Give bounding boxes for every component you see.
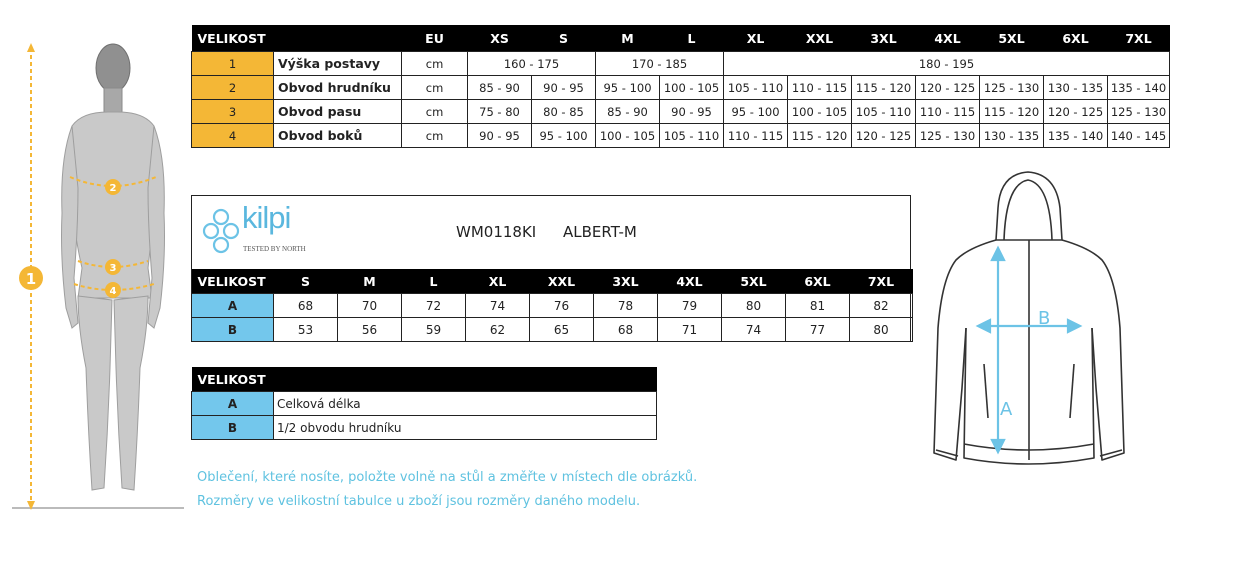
table-cell: 79 (658, 294, 722, 318)
row-unit: cm (402, 124, 468, 148)
jacket-label-b: B (1038, 308, 1051, 329)
table-cell: 74 (466, 294, 530, 318)
table-row (192, 124, 1170, 148)
jacket-illustration (928, 168, 1128, 480)
row-label: Obvod pasu (274, 100, 402, 124)
table-cell: 105 - 110 (852, 100, 916, 124)
table-cell: 85 - 90 (468, 76, 532, 100)
table-cell: 62 (466, 318, 530, 342)
marker-1: 1 (25, 270, 37, 288)
marker-3: 3 (109, 263, 117, 274)
table-cell: 53 (274, 318, 338, 342)
table-cell: 74 (722, 318, 786, 342)
header-velikost: VELIKOST (192, 269, 274, 294)
table-cell: 115 - 120 (788, 124, 852, 148)
row-unit: cm (402, 52, 468, 76)
table-cell: 115 - 120 (852, 76, 916, 100)
header-s: S (532, 25, 596, 52)
table-cell: 80 - 85 (532, 100, 596, 124)
table-row (192, 76, 1170, 100)
kilpi-logo-icon (201, 205, 241, 257)
table-row (192, 294, 913, 318)
table-cell: 110 - 115 (724, 124, 788, 148)
header-size: 5XL (722, 269, 786, 294)
row-index: B (192, 416, 274, 440)
table-cell: 90 - 95 (532, 76, 596, 100)
header-size: 3XL (594, 269, 658, 294)
header-velikost: VELIKOST (192, 25, 402, 52)
row-index: 1 (192, 52, 274, 76)
row-index: A (192, 294, 274, 318)
table-row (192, 392, 657, 416)
table-cell: 75 - 80 (468, 100, 532, 124)
header-7xl: 7XL (1108, 25, 1170, 52)
header-6xl: 6XL (1044, 25, 1108, 52)
table-cell: 95 - 100 (724, 100, 788, 124)
table-cell: 65 (530, 318, 594, 342)
marker-4: 4 (109, 286, 117, 297)
table-cell: 120 - 125 (852, 124, 916, 148)
table-cell: 100 - 105 (788, 100, 852, 124)
marker-2: 2 (109, 183, 117, 194)
kilpi-logo-text: kilpi (242, 200, 291, 235)
table-cell: 135 - 140 (1044, 124, 1108, 148)
table-cell: 68 (274, 294, 338, 318)
table-cell: 80 (850, 318, 913, 342)
product-size-table (191, 269, 913, 342)
table-cell: 125 - 130 (916, 124, 980, 148)
product-code: WM0118KI (456, 223, 537, 241)
table-cell: 120 - 125 (916, 76, 980, 100)
table-cell: 105 - 110 (660, 124, 724, 148)
row-unit: cm (402, 76, 468, 100)
row-index: B (192, 318, 274, 342)
header-xl: XL (724, 25, 788, 52)
row-index: 3 (192, 100, 274, 124)
row-index: A (192, 392, 274, 416)
size-table (191, 25, 1170, 148)
header-size: 7XL (850, 269, 913, 294)
table-cell: 82 (850, 294, 913, 318)
table-cell: 85 - 90 (596, 100, 660, 124)
header-3xl: 3XL (852, 25, 916, 52)
table-cell: 59 (402, 318, 466, 342)
table-cell: 81 (786, 294, 850, 318)
table-cell: 90 - 95 (468, 124, 532, 148)
body-measurement-figure (12, 38, 184, 514)
table-cell: 125 - 130 (1108, 100, 1170, 124)
model-size-note: Rozměry ve velikostní tabulce u zboží jsou rozměry daného modelu. (197, 494, 641, 509)
table-cell: 135 - 140 (1108, 76, 1170, 100)
header-size: XXL (530, 269, 594, 294)
table-cell: 110 - 115 (916, 100, 980, 124)
row-index: 2 (192, 76, 274, 100)
table-cell: 100 - 105 (596, 124, 660, 148)
table-cell: 72 (402, 294, 466, 318)
size-table-header (192, 25, 1170, 52)
legend-header: VELIKOST (192, 367, 657, 392)
row-label: Výška postavy (274, 52, 402, 76)
header-size: S (274, 269, 338, 294)
header-5xl: 5XL (980, 25, 1044, 52)
row-unit: cm (402, 100, 468, 124)
header-xxl: XXL (788, 25, 852, 52)
table-cell: 120 - 125 (1044, 100, 1108, 124)
table-row (192, 52, 1170, 76)
row-description: Celková délka (274, 392, 657, 416)
jacket-label-a: A (1000, 399, 1013, 420)
measurement-legend (191, 367, 657, 440)
product-table-header (192, 269, 913, 294)
table-row (192, 100, 1170, 124)
table-cell: 77 (786, 318, 850, 342)
header-size: XL (466, 269, 530, 294)
table-row (192, 416, 657, 440)
header-m: M (596, 25, 660, 52)
header-size: 6XL (786, 269, 850, 294)
measuring-instruction: Oblečení, které nosíte, položte volně na stůl a změřte v místech dle obrázků. (197, 470, 698, 485)
table-cell: 68 (594, 318, 658, 342)
table-cell: 100 - 105 (660, 76, 724, 100)
table-cell: 110 - 115 (788, 76, 852, 100)
table-cell: 78 (594, 294, 658, 318)
row-label: Obvod hrudníku (274, 76, 402, 100)
row-description: 1/2 obvodu hrudníku (274, 416, 657, 440)
table-cell: 105 - 110 (724, 76, 788, 100)
header-size: L (402, 269, 466, 294)
header-size: M (338, 269, 402, 294)
table-row (192, 318, 913, 342)
table-cell: 70 (338, 294, 402, 318)
table-cell: 76 (530, 294, 594, 318)
table-cell: 140 - 145 (1108, 124, 1170, 148)
table-cell: 125 - 130 (980, 76, 1044, 100)
product-name: ALBERT-M (563, 223, 637, 241)
table-cell: 160 - 175 (468, 52, 596, 76)
header-l: L (660, 25, 724, 52)
header-4xl: 4XL (916, 25, 980, 52)
table-cell: 170 - 185 (596, 52, 724, 76)
table-cell: 180 - 195 (724, 52, 1170, 76)
table-cell: 95 - 100 (532, 124, 596, 148)
row-index: 4 (192, 124, 274, 148)
header-eu: EU (402, 25, 468, 52)
table-cell: 71 (658, 318, 722, 342)
table-cell: 95 - 100 (596, 76, 660, 100)
table-cell: 130 - 135 (980, 124, 1044, 148)
table-cell: 130 - 135 (1044, 76, 1108, 100)
table-cell: 80 (722, 294, 786, 318)
kilpi-logo-tagline: TESTED BY NORTH (243, 245, 306, 253)
header-xs: XS (468, 25, 532, 52)
header-size: 4XL (658, 269, 722, 294)
row-label: Obvod boků (274, 124, 402, 148)
table-cell: 56 (338, 318, 402, 342)
table-cell: 115 - 120 (980, 100, 1044, 124)
table-cell: 90 - 95 (660, 100, 724, 124)
